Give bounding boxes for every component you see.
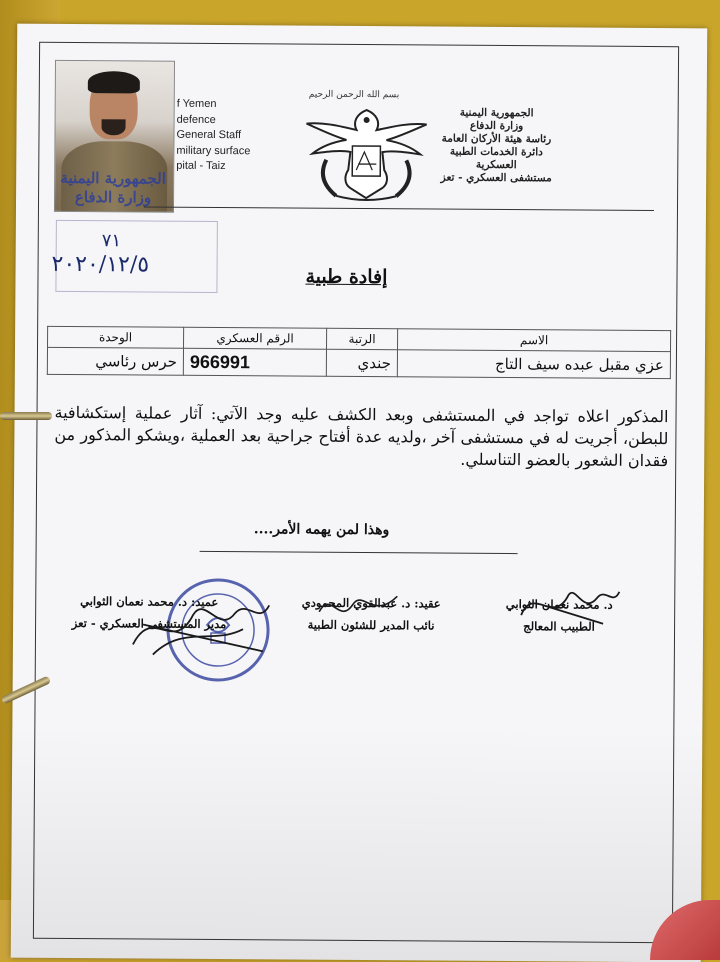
director-name: عميد: د. محمد نعمان الثوابي (80, 594, 219, 610)
basmala: بسم الله الرحمن الرحيم (308, 89, 400, 101)
table-row (47, 347, 670, 378)
english-header: f Yemen defence General Staff military surface pital - Taiz (176, 97, 251, 173)
medical-report-paper (11, 24, 708, 962)
reference-date: ٢٠٢٠/١٢/٥ (51, 251, 150, 278)
page-title: إفادة طبية (305, 265, 388, 289)
report-body: المذكور اعلاه تواجد في المستشفى وبعد الكشف عليه وجد الآتي: آثار عملية إستكشافية للبطن، أجريت له في مستشفى آخر ،ولديه عدة أفتاح جراحية بعد العملية ،ويشكو المذكور من فقدان الشعور بالعضو التناسلي. (54, 402, 669, 471)
deputy-signature-scribble (313, 582, 403, 633)
patient-info-table (47, 326, 671, 379)
header-rank: الرتبة (327, 328, 398, 349)
cell-military-number: 966991 (183, 348, 326, 376)
cell-rank: جندي (326, 349, 397, 376)
reference-number: ٧١ (101, 230, 122, 252)
header-unit: الوحدة (48, 326, 184, 348)
patient-photo (54, 60, 175, 213)
closing-line: وهذا لمن يهمه الأمر.... (253, 521, 390, 539)
deputy-name: عقيد: د. عبدالقوي المحمودي (301, 595, 441, 611)
header-military-number: الرقم العسكري (184, 327, 327, 349)
doctor-name: د. محمد نعمان الثوابي (505, 597, 613, 612)
deputy-title: نائب المدير للشئون الطبية (307, 617, 435, 633)
director-signature-scribble (123, 584, 274, 665)
binder-ring (0, 412, 52, 420)
director-title: مدير المستشفى العسكري - تعز (71, 615, 227, 632)
doctor-title: الطبيب المعالج (523, 619, 595, 634)
arabic-header: الجمهورية اليمنية وزارة الدفاع رئاسة هيئة الأركان العامة دائرة الخدمات الطبية العسكرية مستشفى العسكري - تعز (440, 106, 552, 185)
doctor-signature-scribble (513, 575, 623, 636)
eagle-emblem-icon (286, 99, 447, 204)
cell-unit: حرس رئاسي (47, 347, 183, 375)
photo-stamp: الجمهورية اليمنية وزارة الدفاع (60, 168, 166, 207)
header-name: الاسم (398, 329, 671, 352)
cell-name: عزي مقبل عبده سيف التاج (397, 350, 670, 379)
